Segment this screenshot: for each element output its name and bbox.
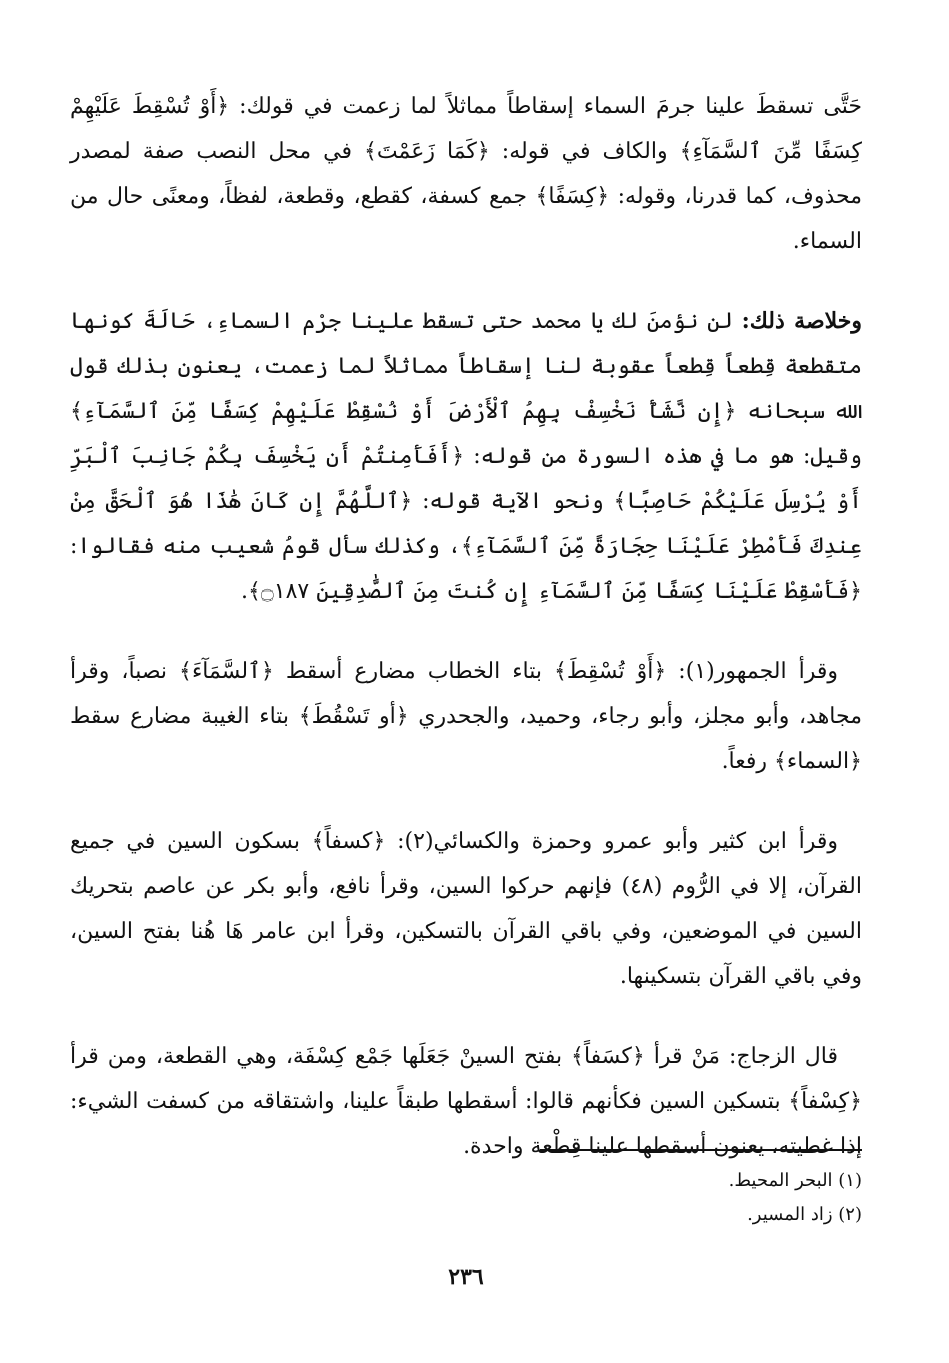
footnote-1: (١) البحر المحيط. <box>728 1170 862 1191</box>
paragraph-3 <box>70 649 862 784</box>
paragraph-4 <box>70 819 862 999</box>
footnote-divider <box>540 1149 862 1151</box>
book-page <box>70 84 862 1344</box>
paragraph-1 <box>70 84 862 264</box>
footnote-2: (٢) زاد المسير. <box>747 1204 862 1225</box>
paragraph-2 <box>70 299 862 614</box>
paragraph-2-lead: وخلاصة ذلك: <box>741 308 862 334</box>
paragraph-1-text: حَتَّى تسقطَ علينا جرمَ السماء إسقاطاً مماثلاً لما زعمت في قولك: ﴿أَوْ تُسْقِطَ عَلَيْهِمْ كِسَفًا مِّنَ ٱلسَّمَآءِ﴾ والكاف في قوله: ﴿كَمَا زَعَمْتَ﴾ في محل النصب صفة لمصدر محذوف، كما قدرنا، وقوله: ﴿كِسَفًا﴾ جمع كسفة، كقطع، وقطعة، لفظاً، ومعنًى حال من السماء. <box>70 94 862 254</box>
paragraph-4-text: وقرأ ابن كثير وأبو عمرو وحمزة والكسائي(٢): ﴿كسفاً﴾ بسكون السين في جميع القرآن، إلا في الرُّوم (٤٨) فإنهم حركوا السين، وقرأ نافع، وأبو بكر عن عاصم بتحريك السين في الموضعين، وفي باقي القرآن بالتسكين، وقرأ ابن عامر هَا هُنا بفتح السين، وفي باقي القرآن بتسكينها. <box>70 829 862 989</box>
paragraph-3-text: وقرأ الجمهور(١): ﴿أَوْ تُسْقِطَ﴾ بتاء الخطاب مضارع أسقط ﴿ٱلسَّمَآءَ﴾ نصباً، وقرأ مجاهد، وأبو مجلز، وأبو رجاء، وحميد، والجحدري ﴿أو تَسْقُطَ﴾ بتاء الغيبة مضارع سقط ﴿السماء﴾ رفعاً. <box>70 659 862 774</box>
page-number: ٢٣٦ <box>448 1264 484 1290</box>
paragraph-2-text: لن نؤمنَ لك يا محمد حتى تسقط علينا جرْم السماءِ، حَالَةَ كونها متقطعة قِطعاً قِطعاً عقوبة لنا إسقاطاً مماثلاً لما زعمت، يعنون بذلك قول الله سبحانه ﴿إِن نَّشَأْ نَخْسِفْ بِهِمُ ٱلْأَرْضَ أَوْ نُسْقِطْ عَلَيْهِمْ كِسَفًا مِّنَ ٱلسَّمَآءِ﴾ وقيل: هو ما في هذه السورة من قوله: ﴿أَفَأَمِنتُمْ أَن يَخْسِفَ بِكُمْ جَانِبَ ٱلْبَرِّ أَوْ يُرْسِلَ عَلَيْكُمْ حَاصِبًا﴾ ونحو الآية قوله: ﴿ٱللَّهُمَّ إِن كَانَ هَٰذَا هُوَ ٱلْحَقَّ مِنْ عِندِكَ فَأَمْطِرْ عَلَيْنَا حِجَارَةً مِّنَ ٱلسَّمَآءِ﴾، وكذلك سأل قومُ شعيب منه فقالوا: ﴿فَأَسْقِطْ عَلَيْنَا كِسَفًا مِّنَ ٱلسَّمَآءِ إِن كُنتَ مِنَ ٱلصَّٰدِقِينَ ۝١٨٧﴾. <box>70 309 862 604</box>
footnotes-list <box>70 1164 862 1232</box>
paragraph-5-text: قال الزجاج: مَنْ قرأ ﴿كسَفاً﴾ بفتح السينْ جَعَلَها جَمْع كِسْفَة، وهي القطعة، ومن قرأ ﴿كِسْفاً﴾ بتسكين السين فكأنهم قالوا: أسقطها طبقاً علينا، واشتقاقه من كسفت الشيء: إذا غطيته، يعنون أسقطها علينا قِطْعة واحدة. <box>70 1044 862 1159</box>
